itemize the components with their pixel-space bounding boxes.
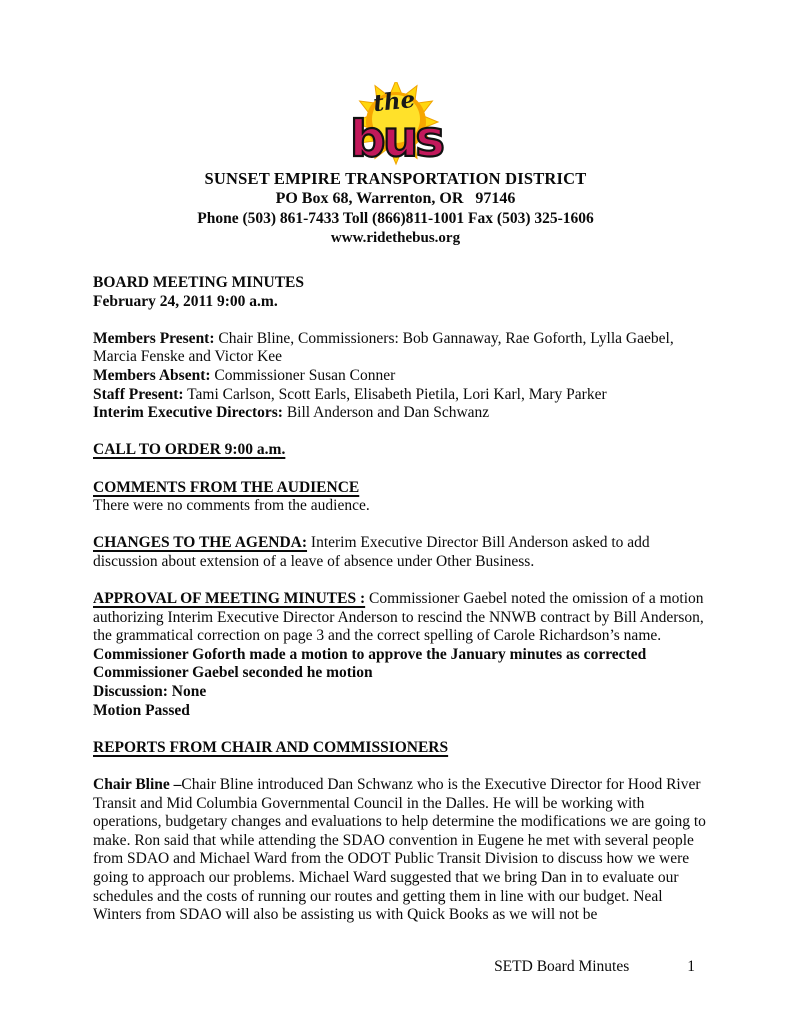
approval-body: Commissioner Gaebel noted the omission of a motion authorizing Interim Executive Director Anderson to rescind the NNWB contract by Bill Anderson, the grammatical correction on page 3 and the correct spelling of Carole Richardson’s name. bbox=[93, 590, 704, 645]
footer-page-number: 1 bbox=[687, 958, 695, 975]
minutes-body bbox=[93, 274, 707, 925]
org-website: www.ridethebus.org bbox=[330, 230, 461, 246]
members-present-label: Members Present: bbox=[93, 329, 215, 347]
members-absent-line bbox=[93, 367, 707, 386]
reports-heading: REPORTS FROM CHAIR AND COMMISSIONERS bbox=[93, 738, 449, 756]
chair-report-paragraph bbox=[93, 776, 707, 925]
approval-paragraph bbox=[93, 590, 707, 646]
members-present-line bbox=[93, 330, 707, 367]
footer-doc-label: SETD Board Minutes bbox=[494, 958, 630, 975]
org-name: SUNSET EMPIRE TRANSPORTATION DISTRICT bbox=[204, 169, 587, 188]
letterhead-logo bbox=[0, 0, 791, 168]
members-absent-label: Members Absent: bbox=[93, 366, 211, 384]
staff-present-line bbox=[93, 386, 707, 405]
org-address: PO Box 68, Warrenton, OR 97146 bbox=[275, 190, 516, 207]
interim-directors-line bbox=[93, 404, 707, 423]
letterhead bbox=[0, 168, 791, 248]
members-present-value: Chair Bline, Commissioners: Bob Gannaway, Rae Goforth, Lylla Gaebel, Marcia Fenske and Victor Kee bbox=[93, 329, 674, 366]
motion-passed-line: Motion Passed bbox=[93, 701, 190, 719]
logo-the-text: the bbox=[371, 85, 417, 118]
changes-paragraph bbox=[93, 534, 707, 571]
logo-bus-text: bus bbox=[349, 110, 442, 168]
call-to-order-heading: CALL TO ORDER 9:00 a.m. bbox=[93, 441, 286, 459]
comments-body: There were no comments from the audience. bbox=[93, 497, 370, 515]
comments-heading: COMMENTS FROM THE AUDIENCE bbox=[93, 478, 360, 496]
interim-directors-value: Bill Anderson and Dan Schwanz bbox=[282, 404, 490, 422]
approval-heading: APPROVAL OF MEETING MINUTES : bbox=[93, 590, 366, 608]
org-phone-line: Phone (503) 861-7433 Toll (866)811-1001 Fax (503) 325-1606 bbox=[197, 210, 594, 227]
doc-datetime: February 24, 2011 9:00 a.m. bbox=[93, 292, 278, 310]
changes-heading: CHANGES TO THE AGENDA: bbox=[93, 534, 308, 552]
doc-title: BOARD MEETING MINUTES bbox=[93, 274, 304, 291]
motion-line-2: Commissioner Gaebel seconded he motion bbox=[93, 664, 373, 682]
the-bus-sun-logo-icon bbox=[332, 82, 460, 168]
chair-report-label: Chair Bline – bbox=[93, 776, 182, 794]
members-absent-value: Commissioner Susan Conner bbox=[210, 366, 396, 384]
motion-line-1: Commissioner Goforth made a motion to approve the January minutes as corrected bbox=[93, 645, 647, 663]
staff-present-value: Tami Carlson, Scott Earls, Elisabeth Pietila, Lori Karl, Mary Parker bbox=[183, 385, 607, 403]
changes-body: Interim Executive Director Bill Anderson asked to add discussion about extension of a leave of absence under Other Business. bbox=[93, 534, 650, 570]
page-footer bbox=[0, 958, 695, 976]
interim-directors-label: Interim Executive Directors: bbox=[93, 404, 283, 422]
discussion-line: Discussion: None bbox=[93, 683, 207, 701]
chair-report-body: Chair Bline introduced Dan Schwanz who is the Executive Director for Hood River Transit and Mid Columbia Governmental Council in the Dalles. He will be working with operations, budgetary changes and evaluations to help determine the modifications we are going to make. Ron said that while attending the SDAO convention in Eugene he met with several people from SDAO and Michael Ward from the ODOT Public Transit Division to discuss how we were going to approach our problems. Michael Ward suggested that we bring Dan in to evaluate our schedules and the costs of running our routes and getting them in line with our budget. Neal Winters from SDAO will also be assisting us with Quick Books as we will not be bbox=[93, 776, 706, 924]
staff-present-label: Staff Present: bbox=[93, 385, 184, 403]
